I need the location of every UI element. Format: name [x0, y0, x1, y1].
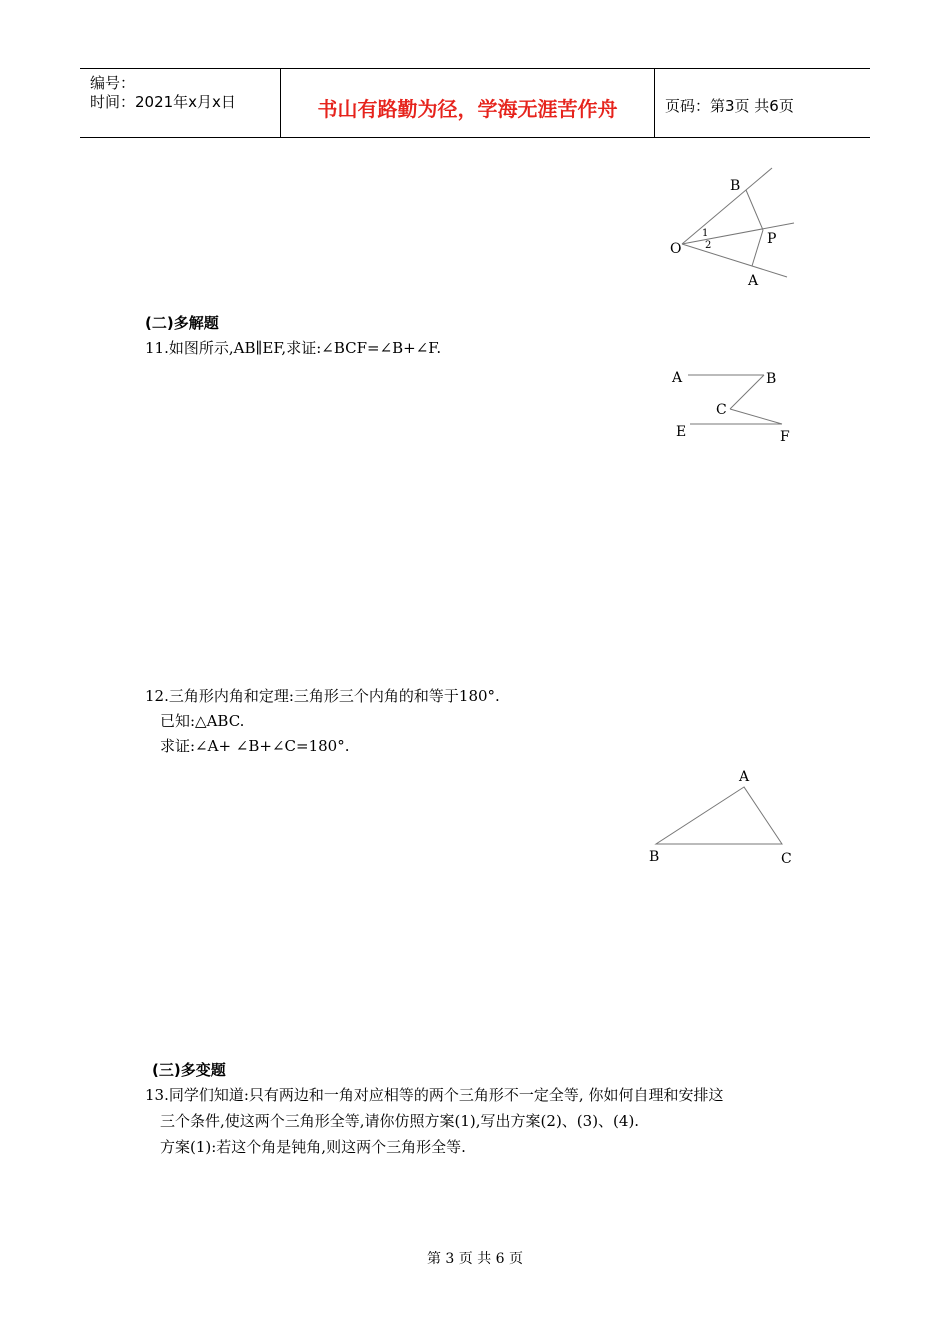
ray-op — [682, 223, 794, 244]
label-c: C — [781, 851, 792, 867]
angle-figure — [660, 160, 810, 300]
label-b: B — [766, 371, 777, 387]
label-a: A — [748, 273, 759, 289]
label-a: A — [672, 370, 683, 386]
header-table — [80, 68, 870, 138]
label-p: P — [767, 231, 777, 247]
number-label: 编号： — [90, 74, 136, 92]
question-12: 12.三角形内角和定理:三角形三个内角的和等于180°. — [145, 687, 500, 705]
label-angle-1: 1 — [702, 228, 709, 239]
label-b: B — [730, 178, 741, 194]
question-13-line-1: 13.同学们知道:只有两边和一角对应相等的两个三角形不一定全等, 你如何自理和安排这 — [145, 1086, 724, 1104]
question-12-prove: 求证:∠A+ ∠B+∠C=180°. — [160, 737, 350, 755]
page-footer: 第 3 页 共 6 页 — [426, 1251, 524, 1267]
ray-ob — [682, 168, 772, 244]
question-12-given: 已知:△ABC. — [160, 712, 245, 730]
time-label: 时间：2021年x月x日 — [90, 93, 236, 111]
header-center-cell — [281, 69, 655, 137]
triangle-abc — [656, 787, 782, 844]
label-f: F — [780, 429, 790, 445]
label-angle-2: 2 — [705, 240, 712, 251]
triangle-figure — [640, 760, 810, 875]
segment-bc — [730, 375, 764, 409]
segment-bp — [746, 190, 763, 230]
label-a: A — [739, 769, 750, 785]
parallel-lines-figure — [660, 360, 810, 450]
section-title-variation: (三)多变题 — [152, 1061, 226, 1079]
label-e: E — [676, 424, 687, 440]
segment-cf — [730, 409, 782, 424]
section-title-multi-solution: (二)多解题 — [145, 314, 219, 332]
question-11: 11.如图所示,AB∥EF,求证:∠BCF=∠B+∠F. — [145, 339, 442, 357]
segment-pa — [752, 230, 763, 266]
label-b: B — [649, 849, 660, 865]
label-c: C — [716, 402, 727, 418]
motto: 书山有路勤为径，学海无涯苦作舟 — [317, 97, 618, 121]
page-label: 页码：第3页 共6页 — [665, 97, 794, 115]
header-right-cell — [655, 69, 870, 137]
question-13-line-2: 三个条件,使这两个三角形全等,请你仿照方案(1),写出方案(2)、(3)、(4). — [160, 1112, 640, 1130]
header-left-cell — [80, 69, 281, 137]
ray-oa — [682, 244, 787, 277]
label-o: O — [670, 241, 682, 257]
question-13-line-3: 方案(1):若这个角是钝角,则这两个三角形全等. — [160, 1138, 466, 1156]
